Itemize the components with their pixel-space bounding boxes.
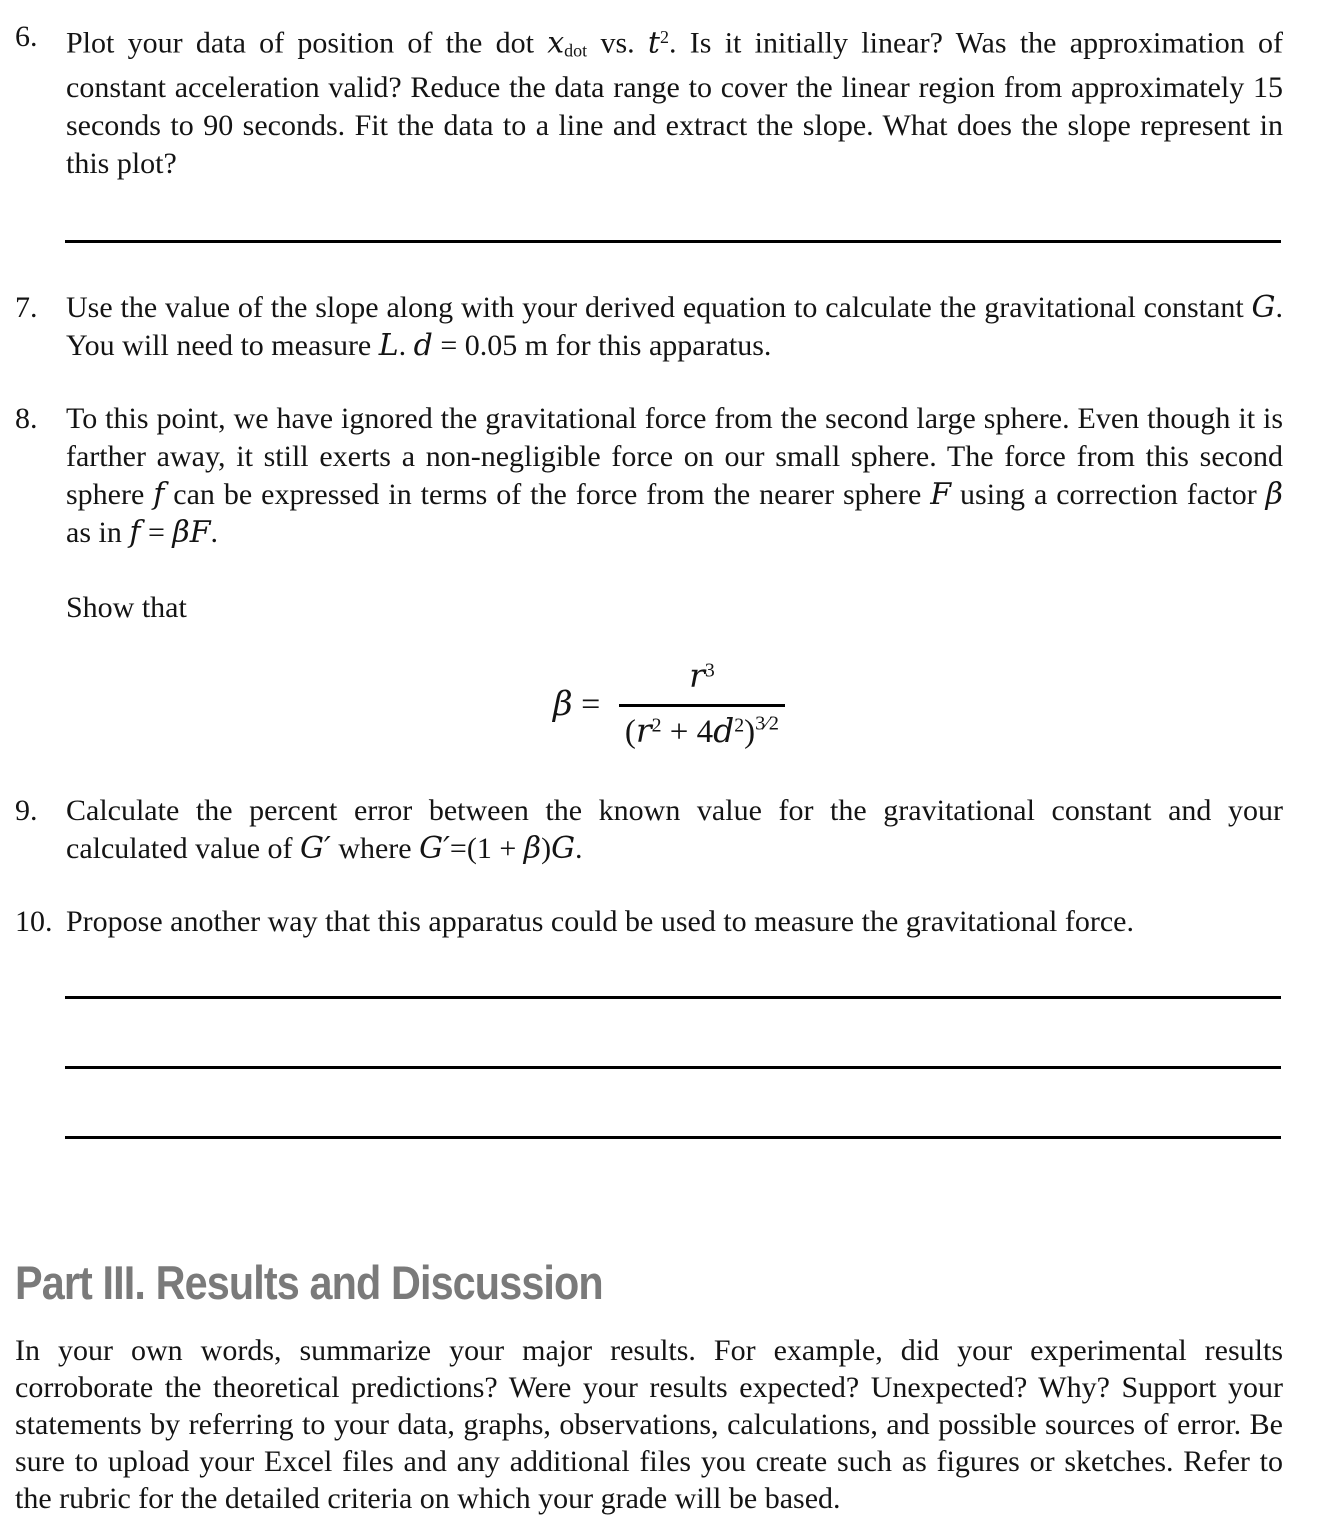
beta-equation-denominator: $(r^2 + 4d^2)^{3⁄2}$ [619, 704, 785, 752]
question-8 [15, 400, 1283, 552]
section-heading: Part III. Results and Discussion [15, 1256, 603, 1310]
question-7 [15, 289, 1283, 365]
question-7-number: 7. [15, 291, 38, 325]
question-8-text: To this point, we have ignored the gravitational force from the second large sphere. Even though it is farther away, it still exerts a non-negligible force on our small sphere. The force from this second sphere f can be expressed in terms of the force from the nearer sphere F using a correction factor β as in f = βF. [66, 402, 1283, 551]
answer-line-3 [65, 1066, 1281, 1069]
beta-equation-fraction [619, 657, 785, 752]
answer-line-1 [65, 240, 1281, 243]
question-10 [15, 903, 1283, 941]
question-7-text: Use the value of the slope along with your derived equation to calculate the gravitational constant G. You will need to measure L. d = 0.05 m for this apparatus. [66, 290, 1283, 364]
question-6 [15, 18, 1283, 183]
question-6-number: 6. [15, 20, 38, 53]
question-9-number: 9. [15, 794, 38, 828]
beta-equation-numerator: $r^3$ [689, 656, 715, 696]
question-8-number: 8. [15, 402, 38, 436]
section-intro-paragraph: In your own words, summarize your major results. For example, did your experimental results corroborate the theoretical predictions? Were your results expected? Unexpected? Why? Support your statements by referring to your data, graphs, observations, calculations, and possible sources of error. Be sure to upload your Excel files and any additional files you create such as figures or sketches. Refer to the rubric for the detailed criteria on which your grade will be based. [15, 1334, 1283, 1516]
question-10-text: Propose another way that this apparatus could be used to measure the gravitational force. [66, 905, 1134, 939]
question-9-text: Calculate the percent error between the known value for the gravitational constant and your calculated value of G′ where G′=(1 + β)G. [66, 794, 1283, 867]
beta-equation [15, 657, 1283, 752]
question-9 [15, 792, 1283, 868]
question-6-text: Plot your data of position of the dot xdot vs. $t^2$. Is it initially linear? Was the approximation of constant acceleration valid? Reduce the data range to cover the linear region from approximately 15 seconds to 90 seconds. Fit the data to a line and extract the slope. What does the slope represent in this plot? [66, 25, 1283, 181]
answer-line-2 [65, 996, 1281, 999]
question-10-number: 10. [15, 905, 53, 939]
show-that-label: Show that [66, 591, 187, 625]
answer-line-4 [65, 1136, 1281, 1139]
beta-equation-lhs: β = [552, 684, 609, 725]
